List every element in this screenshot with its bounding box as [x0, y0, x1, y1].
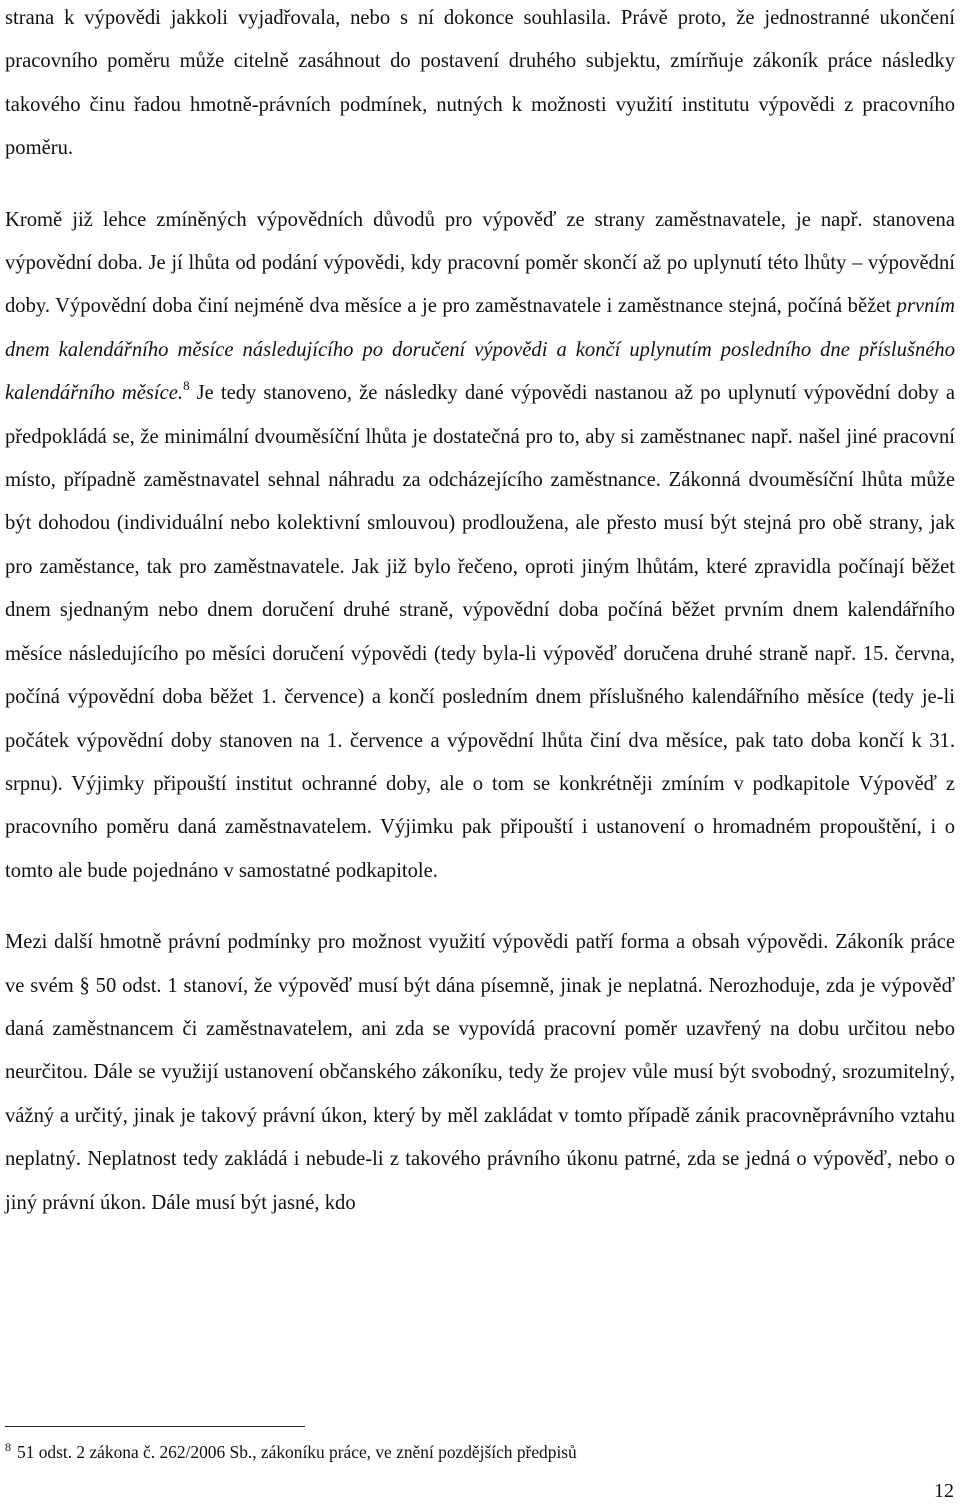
footnote-number: 8: [5, 1440, 11, 1454]
footnote: [5, 1440, 577, 1466]
paragraph-2: [5, 199, 955, 894]
page-number: 12: [934, 1480, 954, 1502]
paragraph-3: [5, 921, 955, 1225]
text-segment: Mezi další hmotně právní podmínky pro možnost využití výpovědi patří forma a obsah výpovědi. Zákoník práce ve svém § 50 odst. 1 stanoví, že výpověď musí být dána písemně, jinak je neplatná. Nerozhoduje, zda je výpověď daná zaměstnancem či zaměstnavatelem, ani zda se vypovídá pracovní poměr uzavřený na dobu určitou nebo neurčitou. Dále se využijí ustanovení občanského zákoníku, tedy že projev vůle musí být svobodný, srozumitelný, vážný a určitý, jinak je takový právní úkon, který by měl zakládat v tomto případě zánik pracovněprávního vztahu neplatný. Neplatnost tedy zakládá i nebude-li z takového právního úkonu patrné, zda se jedná o výpověď, nebo o jiný právní úkon. Dále musí být jasné, kdo: [5, 931, 955, 1214]
document-page: [5, 0, 955, 1225]
footnote-separator: [5, 1426, 305, 1427]
italic-text-segment: prvním dnem kalendářního měsíce následujícího po doručení výpovědi a končí uplynutím posledního dne příslušného kalendářního měsíce.: [5, 295, 955, 405]
text-segment: strana k výpovědi jakkoli vyjadřovala, nebo s ní dokonce souhlasila. Právě proto, že jednostranné ukončení pracovního poměru může citelně zasáhnout do postavení druhého subjektu, zmírňuje zákoník práce následky takového činu řadou hmotně-právních podmínek, nutných k možnosti využití institutu výpovědi z pracovního poměru.: [5, 7, 955, 160]
text-segment: Je tedy stanoveno, že následky dané výpovědi nastanou až po uplynutí výpovědní doby a předpokládá se, že minimální dvouměsíční lhůta je dostatečná pro to, aby si zaměstnanec např. našel jiné pracovní místo, případně zaměstnavatel sehnal náhradu za odcházejícího zaměstnance. Zákonná dvouměsíční lhůta může být dohodou (individuální nebo kolektivní smlouvou) prodloužena, ale přesto musí být stejná pro obě strany, jak pro zaměstance, tak pro zaměstnavatele. Jak již bylo řečeno, oproti jiným lhůtám, které zpravidla počínají běžet dnem sjednaným nebo dnem doručení druhé straně, výpovědní doba počíná běžet prvním dnem kalendářního měsíce následujícího po měsíci doručení výpovědi (tedy byla-li výpověď doručena druhé straně např. 15. června, počíná výpovědní doba běžet 1. července) a končí posledním dnem příslušného kalendářního měsíce (tedy je-li počátek výpovědní doby stanoven na 1. července a výpovědní lhůta činí dva měsíce, pak tato doba končí k 31. srpnu). Výjimky připouští institut ochranné doby, ale o tom se konkrétněji zmíním v podkapitole Výpověď z pracovního poměru daná zaměstnavatelem. Výjimku pak připouští i ustanovení o hromadném propouštění, i o tomto ale bude pojednáno v samostatné podkapitole.: [5, 382, 955, 882]
footnote-reference: 8: [183, 378, 190, 394]
paragraph-1: [5, 0, 955, 171]
text-segment: Kromě již lehce zmíněných výpovědních důvodů pro výpověď ze strany zaměstnavatele, je např. stanovena výpovědní doba. Je jí lhůta od podání výpovědi, kdy pracovní poměr skončí až po uplynutí této lhůty – výpovědní doby. Výpovědní doba činí nejméně dva měsíce a je pro zaměstnavatele i zaměstnance stejná, počíná běžet: [5, 208, 955, 318]
footnote-text: 51 odst. 2 zákona č. 262/2006 Sb., zákoníku práce, ve znění pozdějších předpisů: [17, 1442, 577, 1462]
